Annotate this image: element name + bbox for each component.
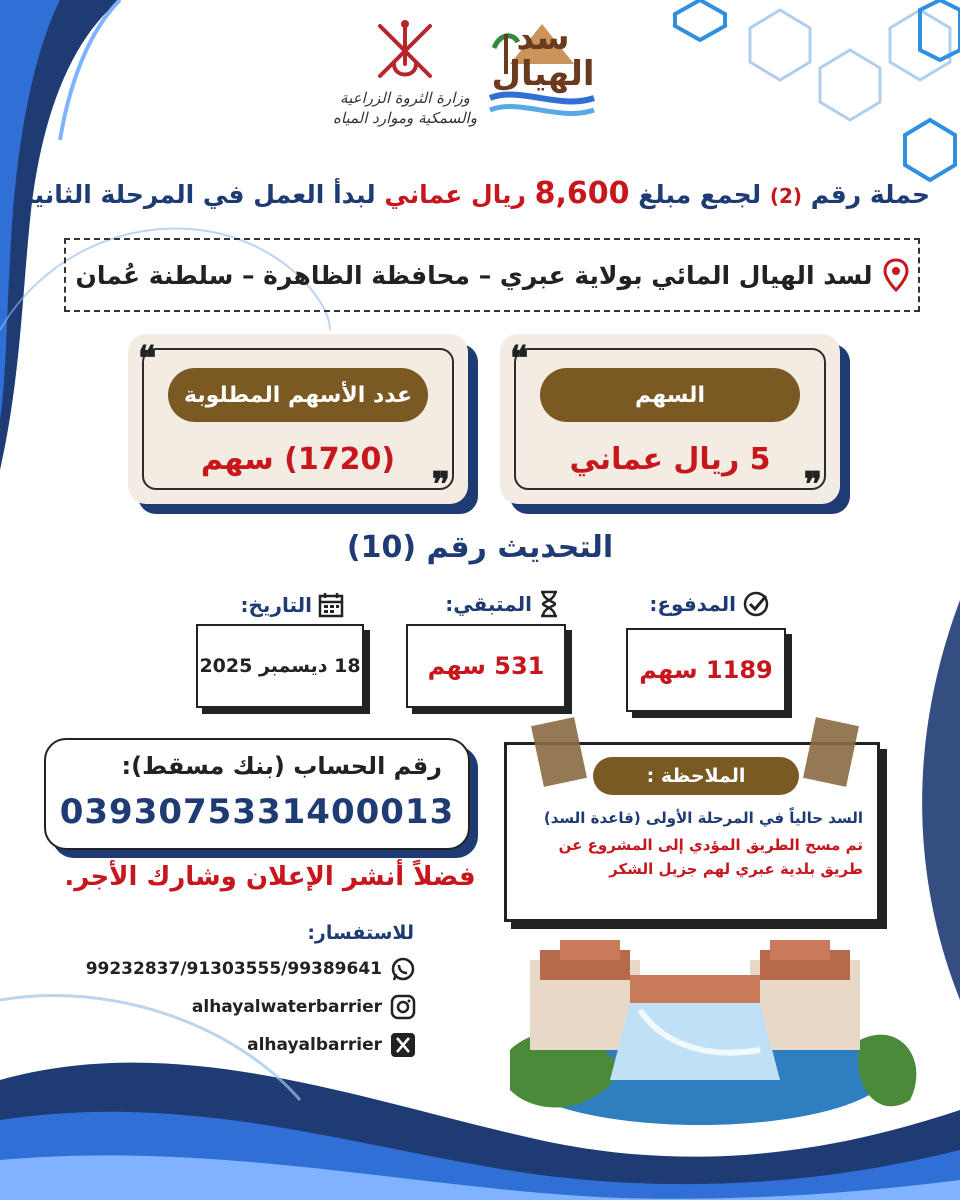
quote-open-mark: ❝ — [138, 339, 157, 379]
checkmark-icon — [742, 590, 770, 618]
account-card — [44, 738, 470, 850]
instagram-icon — [390, 994, 416, 1020]
campaign-headline — [19, 176, 930, 211]
ministry-line2: والسمكية وموارد المياه — [333, 109, 477, 127]
quote-open-mark: ❝ — [510, 339, 529, 379]
location-box — [64, 238, 920, 312]
shares-required-value: (1720) سهم — [200, 442, 396, 477]
inquiry-label: للاستفسار: — [307, 922, 414, 944]
dam-logo-line2: الهيال — [491, 54, 595, 94]
note-card — [504, 742, 880, 922]
headline-part3: لبدأ العمل في المرحلة الثانية — [19, 180, 376, 209]
share-price-label: السهم — [540, 368, 800, 422]
contact-x — [90, 1032, 416, 1058]
share-price-value: 5 ريال عماني — [569, 442, 771, 477]
location-text: لسد الهيال المائي بولاية عبري – محافظة الظاهرة – سلطنة عُمان — [75, 260, 873, 290]
whatsapp-icon — [390, 956, 416, 982]
paid-label-text: المدفوع: — [649, 592, 736, 616]
paid-value: 1189 سهم — [626, 628, 786, 712]
hourglass-icon — [538, 590, 560, 618]
calendar-icon — [318, 592, 344, 618]
contact-instagram — [90, 994, 416, 1020]
location-pin-icon — [883, 258, 909, 292]
dam-logo-line1: سد — [516, 18, 570, 58]
note-line2: تم مسح الطريق المؤدي إلى المشروع عن طريق بلدية عبري لهم جزيل الشكر — [558, 836, 863, 878]
quote-close-mark: ❞ — [431, 465, 450, 505]
note-line1: السد حالياً في المرحلة الأولى (قاعدة السد) — [543, 809, 863, 827]
headline-part2: لجمع مبلغ — [638, 180, 762, 209]
account-label: رقم الحساب (بنك مسقط): — [121, 752, 442, 780]
ministry-line1: وزارة الثروة الزراعية — [340, 89, 470, 107]
contact-phones — [85, 956, 416, 982]
remaining-value: 531 سهم — [406, 624, 566, 708]
share-price-card — [500, 334, 840, 504]
remaining-label-text: المتبقي: — [445, 592, 532, 616]
ministry-name — [330, 88, 480, 128]
quote-close-mark: ❞ — [803, 465, 822, 505]
dam-illustration — [510, 940, 916, 1125]
campaign-number: (2) — [769, 184, 803, 208]
contact-x-text[interactable]: alhayalbarrier — [247, 1035, 382, 1055]
contact-list — [85, 956, 416, 1058]
contact-phones-text[interactable]: 99232837/91303555/99389641 — [85, 959, 382, 979]
share-cta-text: فضلاً أنشر الإعلان وشارك الأجر. — [64, 862, 476, 892]
headline-part1: حملة رقم — [810, 180, 930, 209]
date-label-text: التاريخ: — [240, 593, 312, 617]
shares-required-card — [128, 334, 468, 504]
oman-emblem-icon — [370, 14, 440, 84]
x-twitter-icon — [390, 1032, 416, 1058]
update-title: التحديث رقم (10) — [346, 530, 614, 565]
campaign-amount: 8,600 — [534, 176, 630, 211]
dam-logo-text — [478, 20, 608, 92]
campaign-currency: ريال عماني — [384, 180, 526, 209]
paid-label — [630, 590, 770, 618]
remaining-label — [420, 590, 560, 618]
contact-instagram-text[interactable]: alhayalwaterbarrier — [191, 997, 382, 1017]
account-number[interactable]: 0393075331400013 — [59, 792, 455, 832]
shares-required-label: عدد الأسهم المطلوبة — [168, 368, 428, 422]
date-label — [214, 592, 344, 618]
date-value: 18 ديسمبر 2025 — [196, 624, 364, 708]
note-title: الملاحظة : — [593, 757, 799, 795]
